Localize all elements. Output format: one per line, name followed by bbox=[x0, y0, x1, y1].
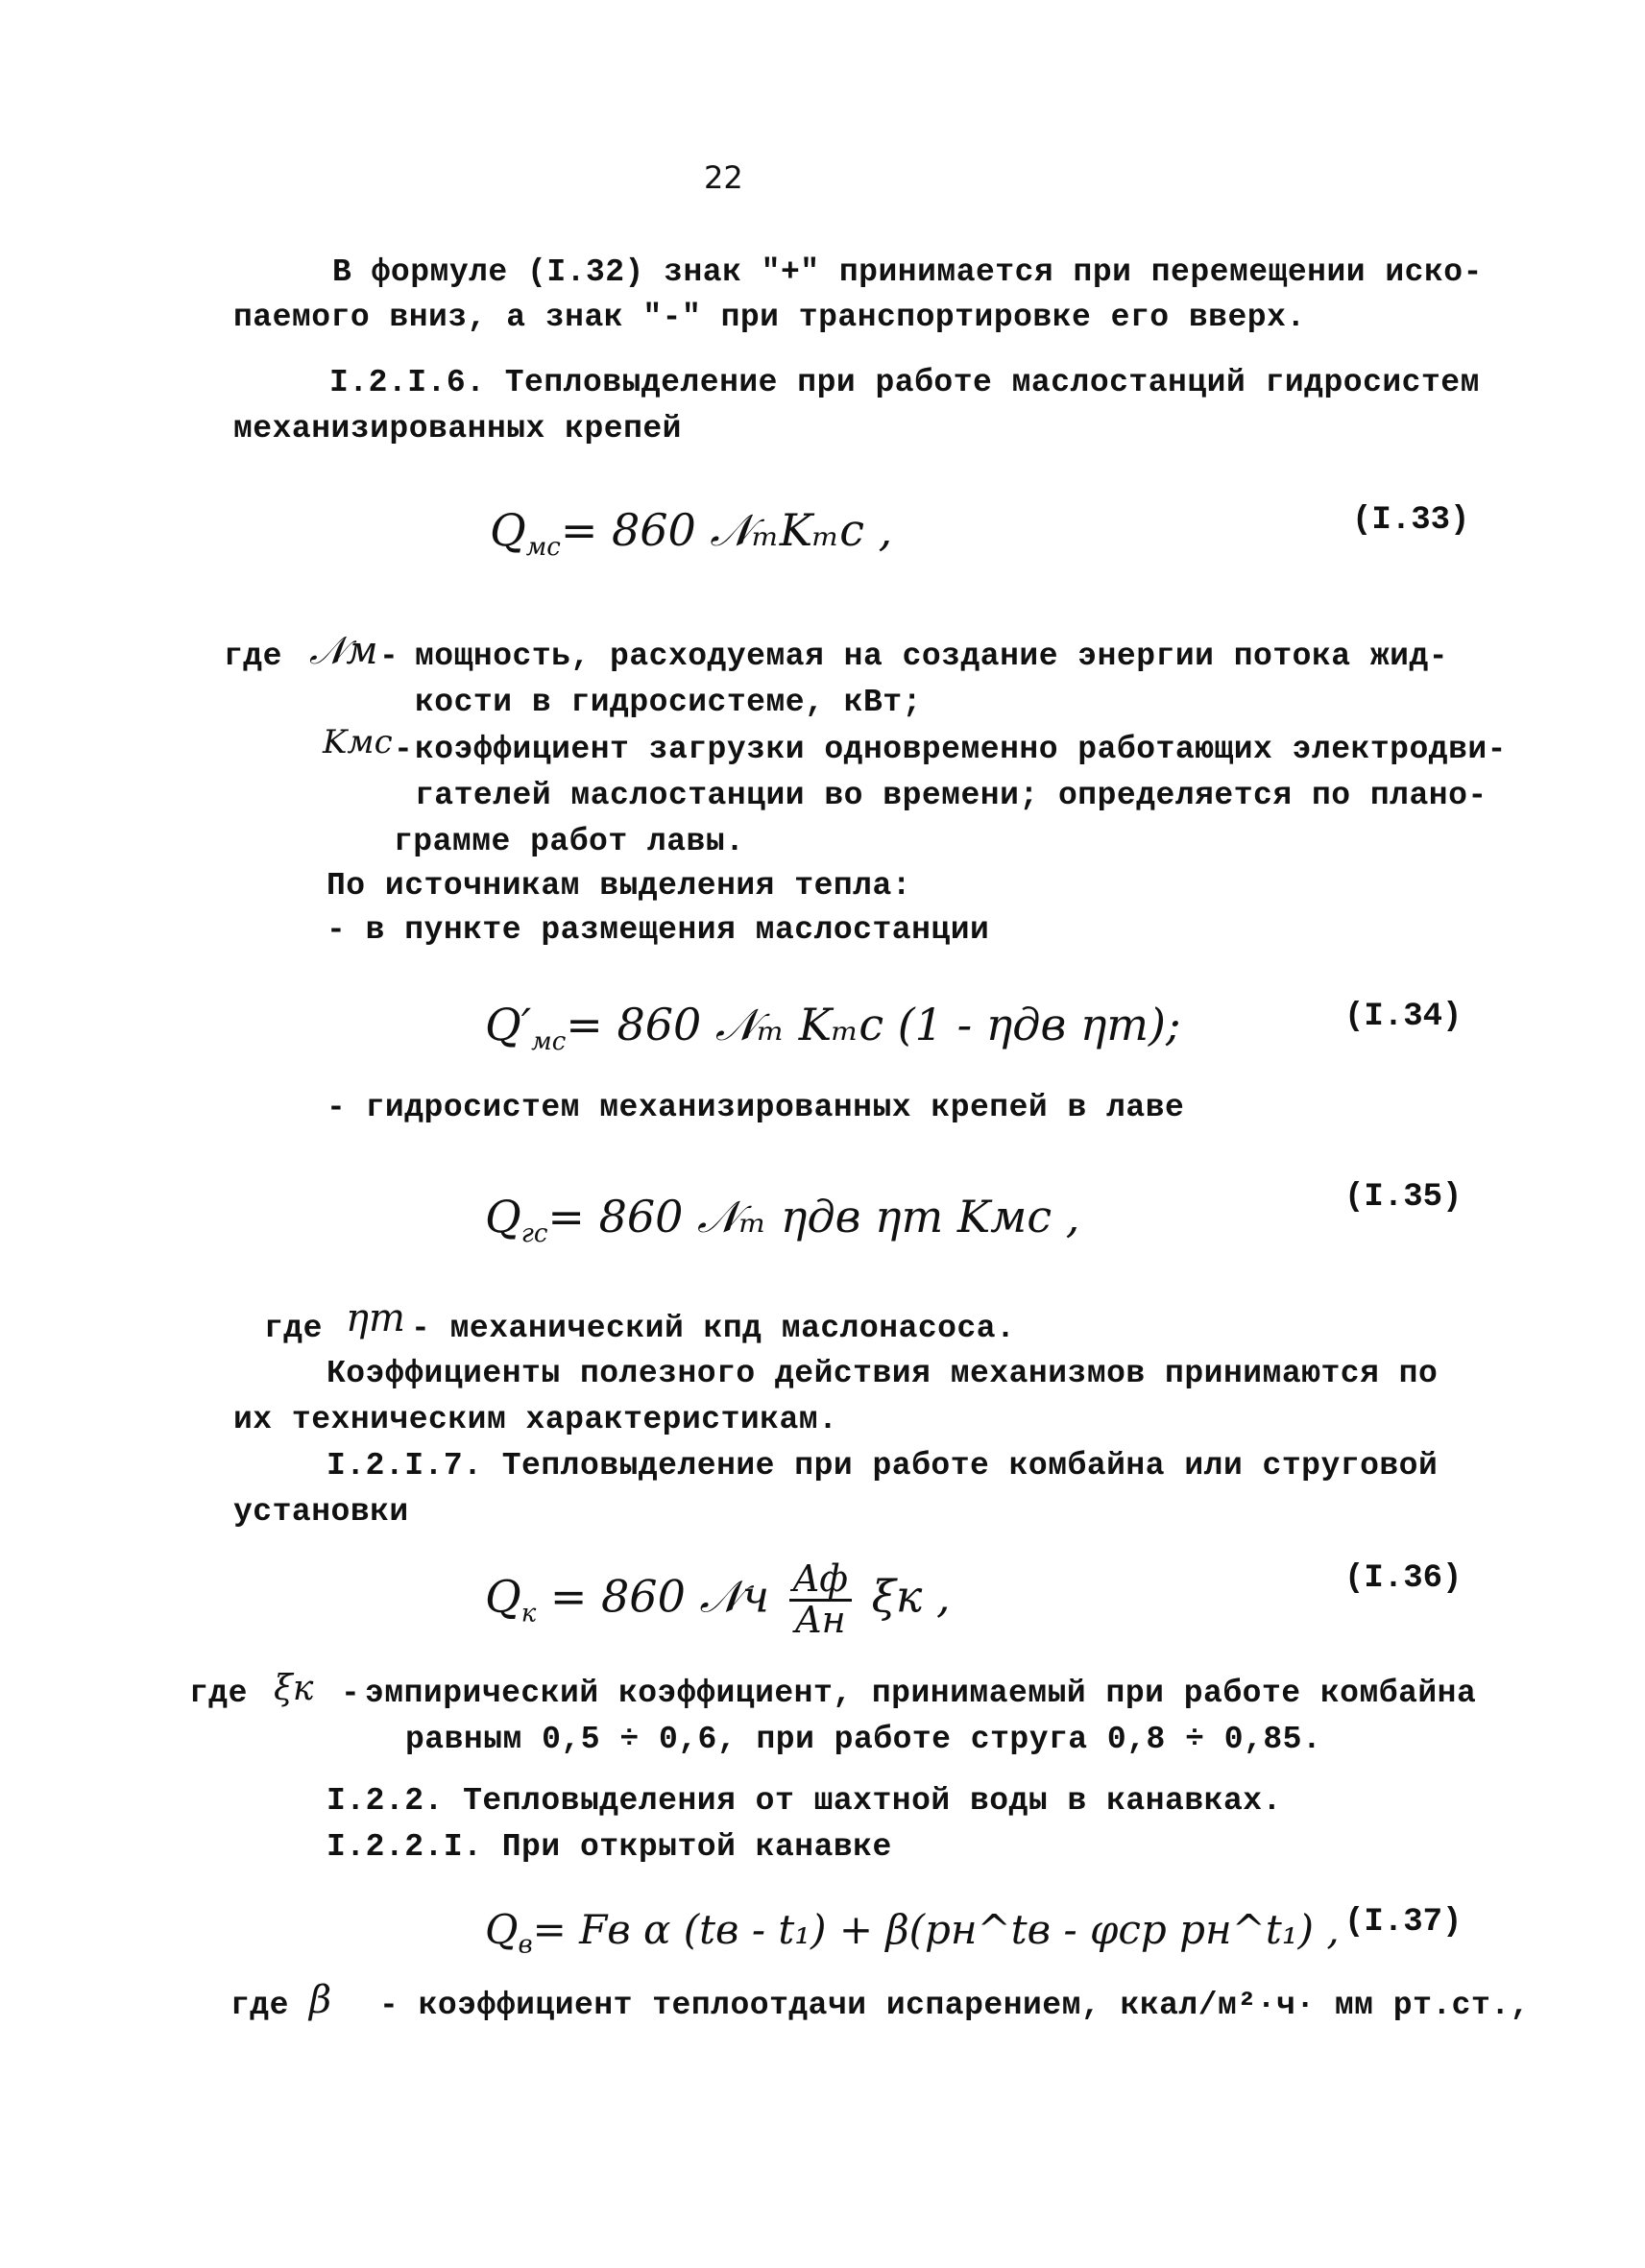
list-item: - гидросистем механизированных крепей в лаве bbox=[327, 1090, 1185, 1125]
equation-rhs: = 860 𝒩ₘKₘc , bbox=[560, 504, 893, 556]
paragraph-line: паемого вниз, а знак "-" при транспортировке его вверх. bbox=[233, 300, 1306, 335]
where-label: где bbox=[224, 639, 282, 674]
equation-lhs-sub: мс bbox=[525, 533, 561, 563]
equation-tail: ξк , bbox=[871, 1570, 951, 1623]
equation-rhs: = 860 𝒩ₘ Kₘc (1 - ηдв ηm); bbox=[566, 999, 1181, 1050]
equation-number: (I.37) bbox=[1344, 1904, 1463, 1941]
definition-line: грамме работ лавы. bbox=[394, 824, 745, 859]
definition-line: мощность, расходуемая на создание энергии потока жид- bbox=[415, 639, 1449, 674]
equation-fraction bbox=[789, 1557, 852, 1641]
paragraph-line: В формуле (I.32) знак "+" принимается при перемещении иско- bbox=[332, 254, 1483, 290]
dash: - bbox=[379, 639, 399, 674]
section-heading: I.2.I.6. Тепловыделение при работе маслостанций гидросистем bbox=[329, 365, 1480, 400]
equation-number: (I.34) bbox=[1344, 999, 1463, 1035]
equation-number: (I.33) bbox=[1352, 502, 1470, 539]
symbol-beta: β bbox=[309, 1978, 332, 2022]
symbol-xik: ξк bbox=[274, 1669, 314, 1708]
definition-line: равным 0,5 ÷ 0,6, при работе струга 0,8 ÷ 0,85. bbox=[405, 1722, 1322, 1757]
equation-lhs: Q bbox=[490, 504, 526, 556]
equation-136 bbox=[485, 1557, 951, 1641]
definition-line: - механический кпд маслонасоса. bbox=[411, 1311, 1016, 1346]
equation-lhs-sub: к bbox=[520, 1599, 537, 1629]
equation-number: (I.35) bbox=[1344, 1179, 1463, 1216]
equation-137 bbox=[485, 1906, 1340, 1959]
symbol-kmc: Kмс bbox=[323, 723, 393, 761]
definition-line: эмпирический коэффициент, принимаемый при работе комбайна bbox=[365, 1676, 1477, 1711]
definition-line: - коэффициент теплоотдачи испарением, ккал/м²·ч· мм рт.ст., bbox=[379, 1988, 1530, 2023]
symbol-nm: 𝒩м bbox=[309, 629, 378, 673]
fraction-denominator: Aн bbox=[795, 1598, 846, 1641]
paragraph-line: Коэффициенты полезного действия механизмов принимаются по bbox=[327, 1356, 1439, 1391]
where-label: где bbox=[230, 1988, 289, 2023]
paragraph-line: По источникам выделения тепла: bbox=[327, 868, 912, 904]
dash: - bbox=[394, 732, 414, 767]
equation-134 bbox=[485, 999, 1180, 1056]
section-heading: I.2.I.7. Тепловыделение при работе комбайна или струговой bbox=[327, 1448, 1439, 1484]
equation-rhs: = Fв α (tв - t₁) + β(pн^tв - φср pн^t₁) , bbox=[532, 1906, 1340, 1953]
equation-lhs-sub: гс bbox=[520, 1219, 548, 1249]
equation-lhs-sub: мс bbox=[531, 1027, 567, 1057]
dash: - bbox=[341, 1676, 361, 1711]
equation-133 bbox=[490, 504, 892, 562]
section-heading: I.2.2. Тепловыделения от шахтной воды в канавках. bbox=[327, 1783, 1282, 1819]
definition-line: кости в гидросистеме, кВт; bbox=[415, 685, 922, 720]
where-label: где bbox=[264, 1311, 323, 1346]
definition-line: коэффициент загрузки одновременно работающих электродви- bbox=[415, 732, 1507, 767]
equation-lhs: Q′ bbox=[485, 999, 532, 1050]
equation-number: (I.36) bbox=[1344, 1560, 1463, 1597]
equation-lhs: Q bbox=[485, 1191, 521, 1243]
equation-135 bbox=[485, 1191, 1079, 1248]
definition-line: гателей маслостанции во времени; определяется по плано- bbox=[415, 778, 1488, 813]
section-heading: установки bbox=[233, 1494, 409, 1530]
symbol-etam: ηm bbox=[346, 1296, 405, 1340]
paragraph-line: их техническим характеристикам. bbox=[233, 1402, 838, 1437]
list-item: - в пункте размещения маслостанции bbox=[327, 912, 990, 948]
page-number: 22 bbox=[704, 159, 743, 196]
equation-lhs-sub: в bbox=[518, 1930, 533, 1960]
section-heading: механизированных крепей bbox=[233, 411, 682, 446]
fraction-numerator: Aф bbox=[789, 1560, 852, 1602]
equation-lhs: Q bbox=[485, 1906, 519, 1953]
equation-coef: = 860 𝒩ч bbox=[549, 1570, 770, 1623]
section-heading: I.2.2.I. При открытой канавке bbox=[327, 1829, 892, 1865]
equation-lhs: Q bbox=[485, 1570, 521, 1623]
where-label: где bbox=[189, 1676, 248, 1711]
equation-rhs: = 860 𝒩ₘ ηдв ηm Kмс , bbox=[547, 1191, 1080, 1243]
